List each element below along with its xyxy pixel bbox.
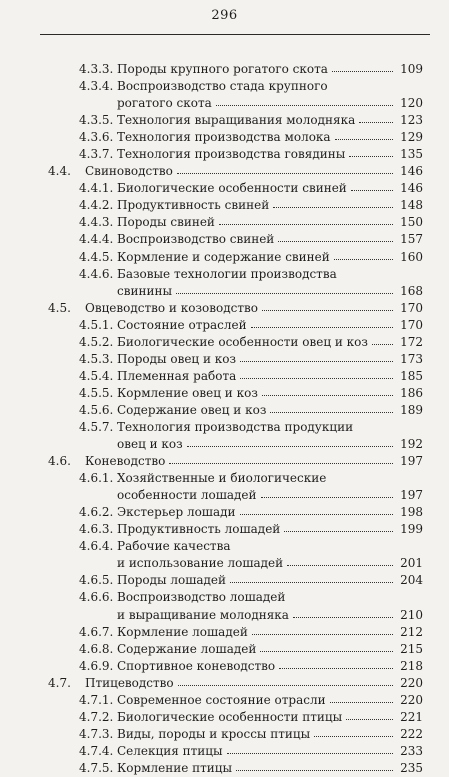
toc-entry [0,334,449,351]
toc-entry-number: 4.5.4. [79,368,114,383]
toc-entry [0,180,449,197]
dot-leader [260,641,393,652]
dot-leader [240,368,393,379]
toc-entry-number: 4.4.5. [79,249,114,264]
dot-leader [330,692,393,703]
toc-entry-number: 4.6. [48,454,71,469]
toc-entry-number: 4.7. [48,675,71,690]
toc-entry-page: 204 [400,573,423,588]
toc-entry-title: Продуктивность лошадей [117,522,281,537]
toc-entry-number: 4.3.5. [79,113,114,128]
toc-entry-title: Рабочие качества [117,539,231,554]
toc-entry-page: 160 [400,249,423,264]
toc-entry-title: Породы крупного рогатого скота [117,62,328,76]
dot-leader [278,231,393,242]
dot-leader [177,163,393,174]
toc-entry-page: 186 [400,385,423,400]
toc-entry-number: 4.6.8. [79,641,114,656]
toc-entry-number: 4.4.6. [79,266,114,281]
toc-entry-number: 4.6.6. [79,590,114,605]
toc-entry-page: 189 [400,402,423,417]
toc-entry-title: Виды, породы и кроссы птицы [117,726,311,741]
toc-entry-title: Технология производства молока [117,130,331,145]
toc-entry-page: 150 [400,215,423,230]
toc-entry-title: Воспроизводство стада крупного [117,79,328,94]
dot-leader [335,129,393,140]
dot-leader [252,624,393,635]
toc-entry-page: 157 [400,232,423,247]
toc-entry [0,61,449,78]
toc-entry-page: 221 [400,709,423,724]
toc-entry-page: 129 [400,130,423,145]
toc-entry-number: 4.7.5. [79,760,114,775]
toc-entry-title: Технология выращивания молодняка [117,113,356,128]
toc-entry [0,266,449,300]
toc-entry-number: 4.3.4. [79,79,114,94]
toc-entry-number: 4.6.4. [79,539,114,554]
toc-entry [0,300,449,317]
toc-entry-page: 215 [400,641,423,656]
toc-entry [0,129,449,146]
toc-entry-number: 4.4.3. [79,215,114,230]
toc-entry-title-continued: овец и коз [117,437,183,452]
dot-leader [332,61,393,72]
toc-entry-page: 220 [400,692,423,707]
dot-leader [351,180,393,191]
toc-entry-title: Кормление овец и коз [117,385,258,400]
toc-entry-number: 4.4. [48,164,71,179]
toc-entry-number: 4.6.3. [79,522,114,537]
toc-entry-title: Кормление птицы [117,760,233,775]
toc-entry-title: Содержание овец и коз [117,402,267,417]
dot-leader [187,436,393,447]
dot-leader [262,300,393,311]
toc-entry-title: Кормление и содержание свиней [117,249,330,264]
dot-leader [169,453,393,464]
toc-entry-number: 4.5.6. [79,402,114,417]
dot-leader [293,607,393,618]
toc-entry [0,743,449,760]
toc-entry-title: Коневодство [85,454,166,469]
dot-leader [287,555,393,566]
toc-entry [0,726,449,743]
dot-leader [216,95,393,106]
toc-entry [0,78,449,112]
toc-entry [0,709,449,726]
dot-leader [349,146,393,157]
toc-entry-number: 4.7.3. [79,726,114,741]
toc-entry [0,385,449,402]
dot-leader [178,675,393,686]
toc-entry [0,368,449,385]
toc-entry-page: 123 [400,113,423,128]
toc-entry-title: Продуктивность свиней [117,198,270,213]
dot-leader [240,504,393,515]
toc-entry [0,402,449,419]
toc-entry [0,351,449,368]
toc-entry-page: 170 [400,300,423,315]
toc-entry-number: 4.6.1. [79,471,114,486]
toc-entry [0,470,449,504]
toc-entry-title: Биологические особенности овец и коз [117,334,368,349]
dot-leader [273,197,393,208]
toc-entry-page: 120 [400,96,423,111]
toc-entry-number: 4.5.1. [79,317,114,332]
toc-entry [0,589,449,623]
toc-entry [0,521,449,538]
toc-entry-title-continued: и выращивание молодняка [117,607,289,622]
toc-entry-page: 235 [400,760,423,775]
toc-entry-title: Современное состояние отрасли [117,692,326,707]
dot-leader [279,658,393,669]
toc-entry-title-continued: особенности лошадей [117,488,257,503]
dot-leader [261,487,393,498]
page-number: 296 [211,8,238,23]
toc-entry [0,197,449,214]
toc-entry-page: 218 [400,658,423,673]
toc-entry-title: Породы овец и коз [117,351,237,366]
toc-entry-page: 135 [400,147,423,162]
toc-entry-title-continued: и использование лошадей [117,556,284,571]
toc-entry [0,231,449,248]
toc-entry-title: Воспроизводство свиней [117,232,275,247]
toc-entry-title: Базовые технологии производства [117,266,337,281]
toc-entry-title: Племенная работа [117,368,237,383]
toc-entry-title: Содержание лошадей [117,641,257,656]
toc-entry-title: Биологические особенности свиней [117,181,347,196]
toc-entry-number: 4.6.2. [79,505,114,520]
toc-entry-number: 4.5.2. [79,334,114,349]
toc-entry-number: 4.3.6. [79,130,114,145]
toc-entry-page: 170 [400,317,423,332]
toc-entry-number: 4.3.7. [79,147,114,162]
toc-entry-number: 4.5.5. [79,385,114,400]
toc-entry-title: Технология производства продукции [117,419,354,434]
dot-leader [227,743,393,754]
toc-entry-page: 146 [400,164,423,179]
toc-entry [0,112,449,129]
toc-entry-page: 198 [400,505,423,520]
dot-leader [359,112,393,123]
toc-entry-page: 197 [400,454,423,469]
toc-entry-title: Спортивное коневодство [117,658,276,673]
toc-entry [0,146,449,163]
toc-entry-number: 4.4.1. [79,181,114,196]
toc-entry-number: 4.7.1. [79,692,114,707]
toc-entry-page: 109 [400,62,423,76]
toc-entry-number: 4.7.2. [79,709,114,724]
toc-entry [0,624,449,641]
dot-leader [262,385,393,396]
toc-entry-number: 4.4.4. [79,232,114,247]
dot-leader [346,709,393,720]
toc-entry-title: Породы свиней [117,215,215,230]
dot-leader [314,726,393,737]
toc-entry-number: 4.6.9. [79,658,114,673]
toc-entry [0,572,449,589]
toc-entry [0,641,449,658]
dot-leader [284,521,393,532]
toc-entry [0,163,449,180]
dot-leader [236,760,393,771]
toc-entry-number: 4.6.5. [79,573,114,588]
toc-entry-page: 192 [400,437,423,452]
toc-entry-title: Биологические особенности птицы [117,709,343,724]
toc-entry-page: 168 [400,283,423,298]
toc-entry-title: Состояние отраслей [117,317,247,332]
toc-entry-page: 148 [400,198,423,213]
toc-entry-title: Экстерьер лошади [117,505,236,520]
toc-entry-number: 4.3.3. [79,62,114,76]
dot-leader [230,572,393,583]
dot-leader [372,334,393,345]
toc-entry [0,419,449,453]
toc-entry-page: 173 [400,351,423,366]
toc-entry-page: 172 [400,334,423,349]
toc-entry [0,504,449,521]
toc-entry [0,692,449,709]
toc-entry-title: Кормление лошадей [117,624,248,639]
toc-entry-number: 4.5. [48,300,71,315]
toc-entry-page: 233 [400,743,423,758]
toc-entry-title: Селекция птицы [117,743,223,758]
toc-entry-number: 4.6.7. [79,624,114,639]
toc-entry-title: Породы лошадей [117,573,226,588]
toc-entry-title: Свиноводство [85,164,173,179]
dot-leader [334,249,393,260]
dot-leader [176,283,393,294]
toc-entry [0,317,449,334]
toc-entry [0,249,449,266]
toc-entry-page: 199 [400,522,423,537]
toc-entry [0,675,449,692]
toc-entry-number: 4.4.2. [79,198,114,213]
toc-entry-page: 197 [400,488,423,503]
toc-entry-number: 4.5.7. [79,419,114,434]
toc-entry-page: 146 [400,181,423,196]
dot-leader [270,402,393,413]
toc-entry-page: 185 [400,368,423,383]
toc-entry [0,214,449,231]
toc-entry-title: Воспроизводство лошадей [117,590,286,605]
header-rule [40,34,430,35]
toc-entry-title: Овцеводство и козоводство [85,300,258,315]
dot-leader [251,317,393,328]
toc-entry [0,538,449,572]
toc-entry-title: Технология производства говядины [117,147,346,162]
toc-entry-page: 222 [400,726,423,741]
toc-entry [0,453,449,470]
toc-entry-number: 4.5.3. [79,351,114,366]
toc-entry [0,760,449,777]
toc-entry-title-continued: рогатого скота [117,96,212,111]
toc-entry-title: Птицеводство [85,675,174,690]
toc-entry-number: 4.7.4. [79,743,114,758]
toc-entry-page: 220 [400,675,423,690]
toc-entry-page: 201 [400,556,423,571]
table-of-contents [0,61,449,777]
toc-entry-title: Хозяйственные и биологические [117,471,327,486]
toc-entry-page: 212 [400,624,423,639]
dot-leader [240,351,393,362]
toc-entry-page: 210 [400,607,423,622]
toc-entry [0,658,449,675]
dot-leader [219,214,393,225]
toc-entry-title-continued: свинины [117,283,173,298]
